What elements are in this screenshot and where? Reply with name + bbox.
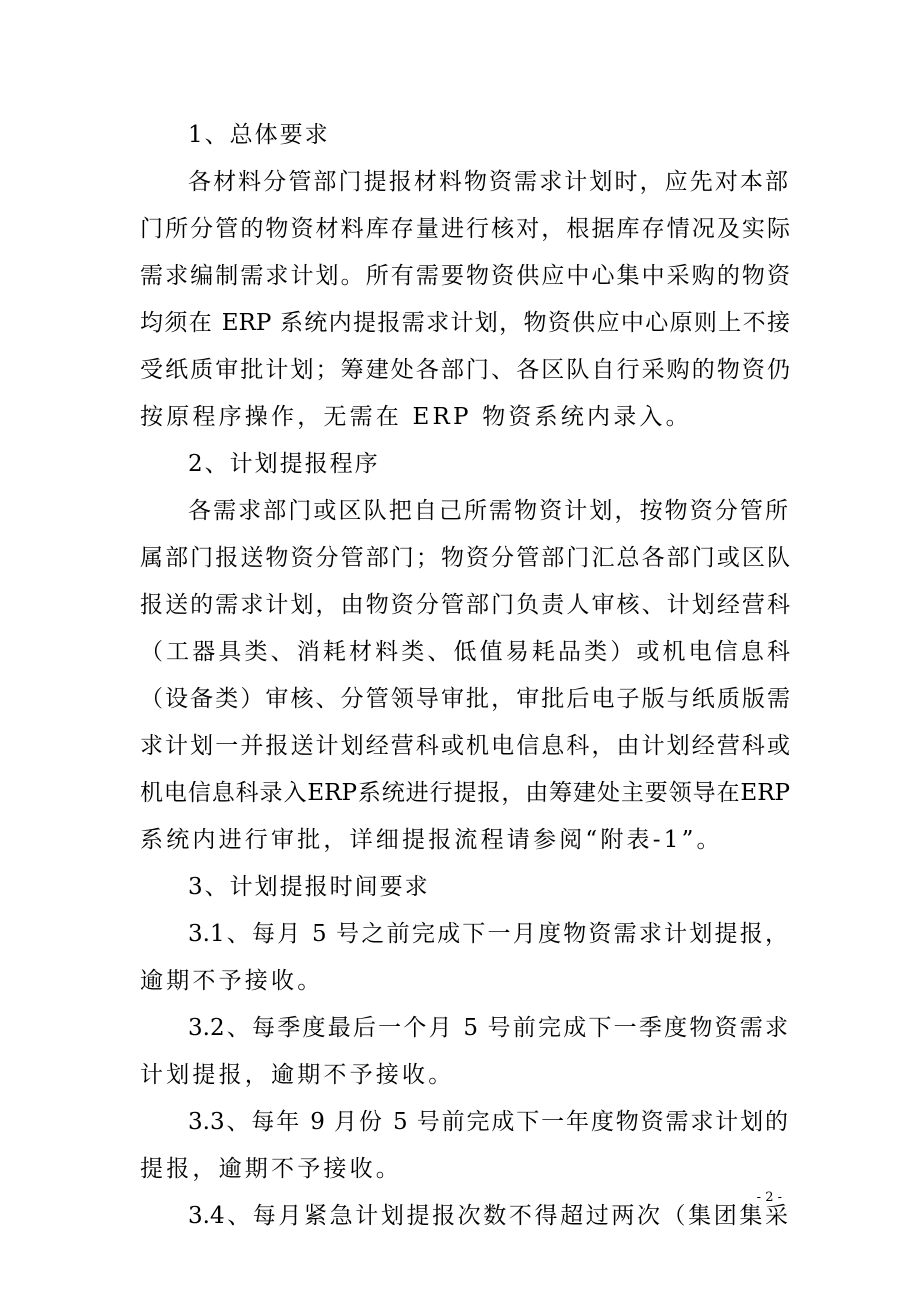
section-heading-3: 3、计划提报时间要求 bbox=[188, 874, 430, 900]
paragraph-line: 计划提报，逾期不予接收。 bbox=[140, 1062, 455, 1088]
paragraph-line: 需求编制需求计划。所有需要物资供应中心集中采购的物资 bbox=[140, 263, 790, 289]
paragraph-line: 报送的需求计划，由物资分管部门负责人审核、计划经营科 bbox=[140, 592, 790, 618]
page-number: - 2 - bbox=[756, 1190, 782, 1205]
paragraph-line: 各材料分管部门提报材料物资需求计划时，应先对本部 bbox=[188, 169, 788, 195]
list-item-3-1: 3.1、每月 5 号之前完成下一月度物资需求计划提报， bbox=[188, 921, 788, 947]
paragraph-line: 按原程序操作，无需在 ERP 物资系统内录入。 bbox=[140, 404, 692, 430]
paragraph-line: 受纸质审批计划；筹建处各部门、各区队自行采购的物资仍 bbox=[140, 357, 790, 383]
paragraph-line: 提报，逾期不予接收。 bbox=[140, 1156, 402, 1182]
section-heading-1: 1、总体要求 bbox=[188, 122, 330, 148]
paragraph-line: 系统内进行审批，详细提报流程请参阅“附表-1”。 bbox=[140, 827, 723, 853]
section-heading-2: 2、计划提报程序 bbox=[188, 451, 380, 477]
list-item-3-3: 3.3、每年 9 月份 5 号前完成下一年度物资需求计划的 bbox=[188, 1109, 788, 1135]
paragraph-line: 机电信息科录入ERP系统进行提报，由筹建处主要领导在ERP bbox=[140, 780, 790, 806]
list-item-3-2: 3.2、每季度最后一个月 5 号前完成下一季度物资需求 bbox=[188, 1015, 788, 1041]
paragraph-line: 求计划一并报送计划经营科或机电信息科，由计划经营科或 bbox=[140, 733, 790, 759]
paragraph-line: （工器具类、消耗材料类、低值易耗品类）或机电信息科 bbox=[140, 639, 790, 665]
paragraph-line: 逾期不予接收。 bbox=[140, 968, 324, 994]
list-item-3-4: 3.4、每月紧急计划提报次数不得超过两次（集团集采 bbox=[188, 1203, 788, 1229]
paragraph-line: 均须在 ERP 系统内提报需求计划，物资供应中心原则上不接 bbox=[140, 310, 790, 336]
paragraph-line: 属部门报送物资分管部门；物资分管部门汇总各部门或区队 bbox=[140, 545, 790, 571]
paragraph-line: 各需求部门或区队把自己所需物资计划，按物资分管所 bbox=[188, 498, 788, 524]
paragraph-line: （设备类）审核、分管领导审批，审批后电子版与纸质版需 bbox=[140, 686, 790, 712]
paragraph-line: 门所分管的物资材料库存量进行核对，根据库存情况及实际 bbox=[140, 216, 790, 242]
